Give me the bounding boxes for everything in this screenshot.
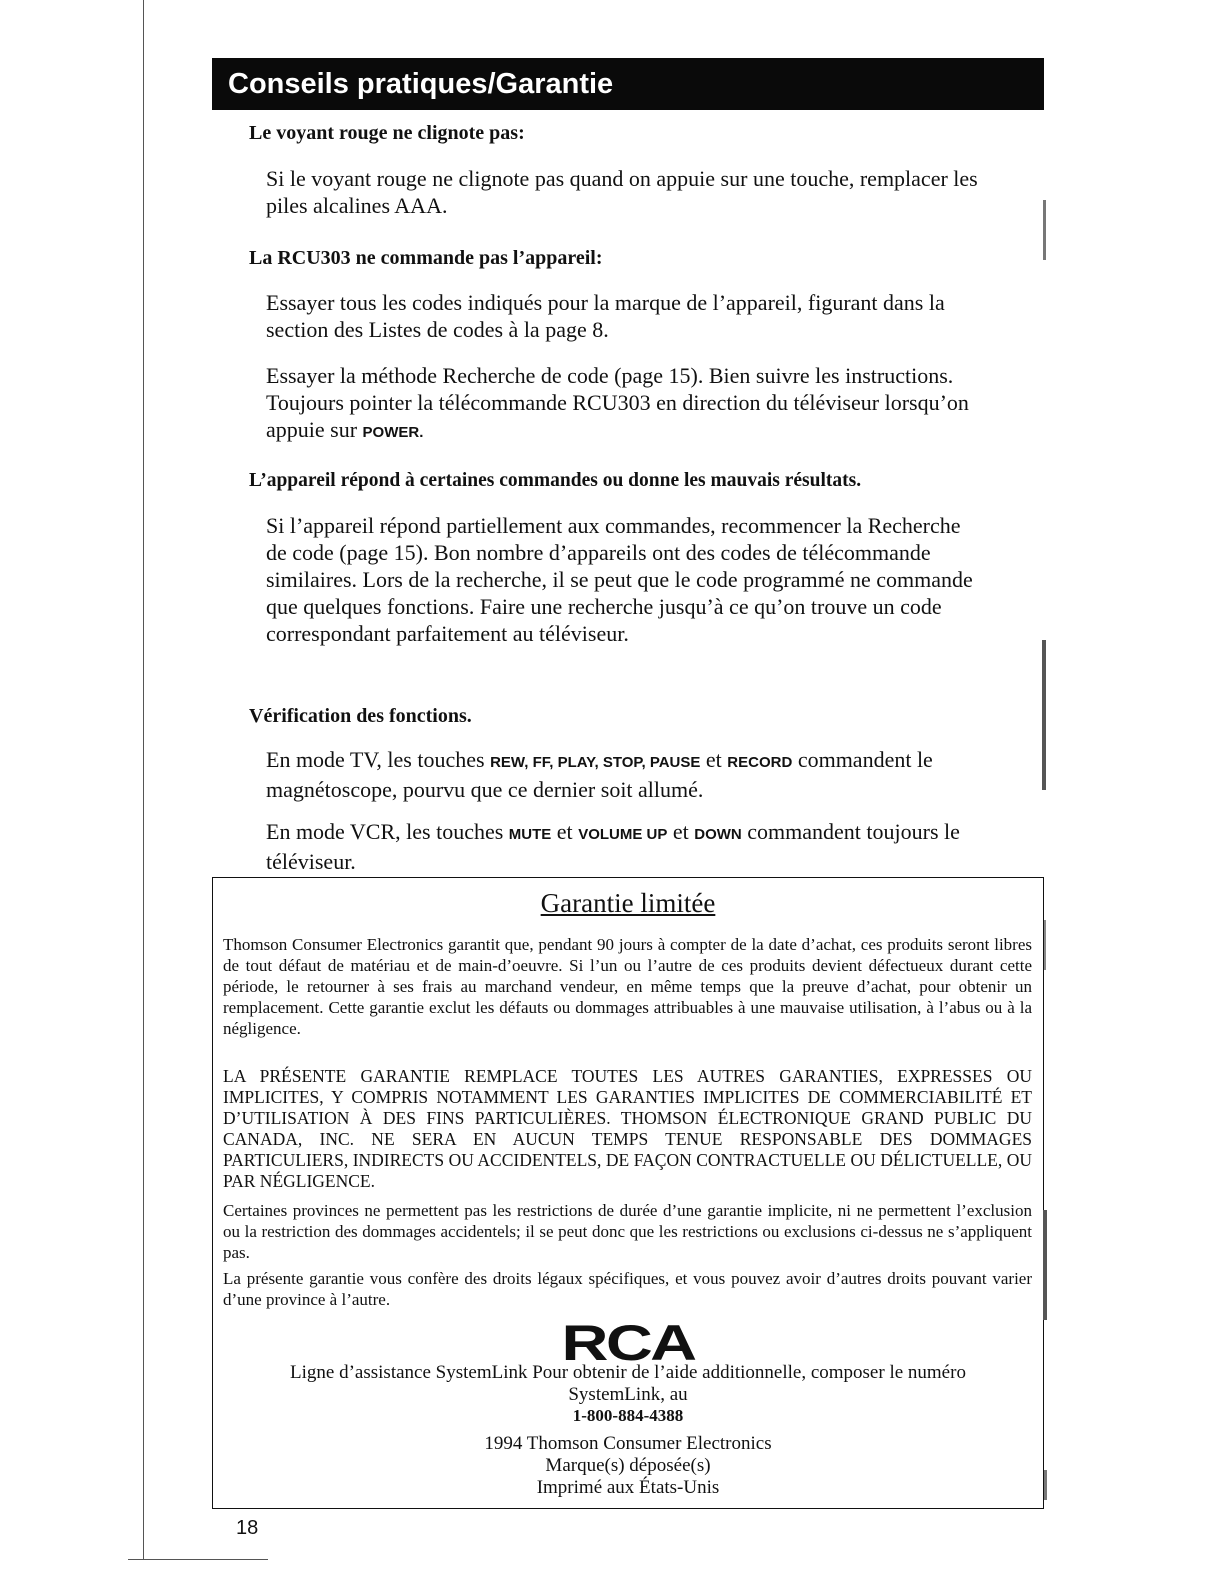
page-number: 18	[236, 1517, 259, 1539]
tip-paragraph: Essayer tous les codes indiqués pour la marque de l’appareil, figurant dans la section des Listes de codes à la page 8.	[266, 290, 945, 342]
tip-heading: Vérification des fonctions.	[249, 705, 472, 727]
rca-logo: RCA	[561, 1315, 695, 1371]
key-record: RECORD	[727, 754, 793, 771]
warranty-title: Garantie limitée	[540, 888, 716, 918]
key-volume-up: VOLUME UP	[578, 826, 668, 843]
tip-paragraph-tv	[266, 746, 996, 803]
warranty-paragraph-1: Thomson Consumer Electronics garantit que, pendant 90 jours à compter de la date d’achat, ces produits seront libres de tout défaut de matériau et de main-d’oeuvre. Si l’un ou l’autre de ces produits devient défectueux durant cette période, le retourner à ses frais au marchand vendeur, en même temps que la preuve d’achat, pour obtenir un remplacement. Cette garantie exclut les défauts ou dommages attribuables à une mauvaise utilisation, à l’abus ou à la négligence.	[223, 935, 1032, 1038]
tv-mid: et	[705, 747, 722, 772]
support-phone: 1-800-884-4388	[572, 1406, 684, 1425]
tip-text: Essayer la méthode Recherche de code (page 15). Bien suivre les instructions. Toujours pointer la télécommande RCU303 en direction du téléviseur lorsqu’on appuie sur	[266, 363, 969, 442]
tip-paragraph: Si l’appareil répond partiellement aux commandes, recommencer la Recherche de code (page 15). Bon nombre d’appareils ont des codes de télécommande similaires. Lors de la recherche, il se peut que le code programmé ne commande que quelques fonctions. Faire une recherche jusqu’à ce qu’on trouve un code correspondant parfaitement au téléviseur.	[266, 513, 973, 646]
warranty-paragraph-2: LA PRÉSENTE GARANTIE REMPLACE TOUTES LES AUTRES GARANTIES, EXPRESSES OU IMPLICITES, Y COMPRIS NOTAMMENT LES GARANTIES IMPLICITES DE COMMERCIABILITÉ ET D’UTILISATION À DES FINS PARTICULIÈRES. THOMSON ÉLECTRONIQUE GRAND PUBLIC DU CANADA, INC. NE SERA EN AUCUN TEMPS TENUE RESPONSABLE DES DOMMAGES PARTICULIERS, INDIRECTS OU ACCIDENTELS, DE FAÇON CONTRACTUELLE OU DÉLICTUELLE, OU PAR NÉGLIGENCE.	[223, 1066, 1032, 1191]
vcr-prefix: En mode VCR, les touches	[266, 819, 504, 844]
key-power: POWER.	[362, 424, 424, 441]
tv-keys: REW, FF, PLAY, STOP, PAUSE	[490, 754, 701, 771]
printed-line: Imprimé aux États-Unis	[536, 1477, 720, 1498]
tip-heading: Le voyant rouge ne clignote pas:	[249, 122, 525, 144]
page-title: Conseils pratiques/Garantie	[212, 58, 1044, 110]
warranty-paragraph-4: La présente garantie vous confère des droits légaux spécifiques, et vous pouvez avoir d’autres droits pouvant varier d’une province à l’autre.	[223, 1269, 1032, 1309]
key-down: DOWN	[694, 826, 742, 843]
scan-noise-marks	[1030, 160, 1210, 1560]
trademark-line: Marque(s) déposée(s)	[545, 1455, 711, 1476]
key-mute: MUTE	[508, 826, 552, 843]
tip-heading: L’appareil répond à certaines commandes ou donne les mauvais résultats.	[249, 470, 862, 491]
tip-heading: La RCU303 ne commande pas l’appareil:	[249, 247, 603, 269]
page-corner-line	[128, 1559, 268, 1560]
support-line: Ligne d’assistance SystemLink Pour obtenir de l’aide additionnelle, composer le numéro SystemLink, au	[290, 1362, 966, 1405]
warranty-box	[212, 877, 1044, 1509]
warranty-paragraph-3: Certaines provinces ne permettent pas les restrictions de durée d’une garantie implicite, ni ne permettent l’exclusion ou la restriction des dommages accidentels; il se peut donc que les restrictions ou exclusions ci-dessus ne s’appliquent pas.	[223, 1201, 1032, 1262]
copyright-line: 1994 Thomson Consumer Electronics	[484, 1433, 772, 1454]
tip-paragraph: Si le voyant rouge ne clignote pas quand on appuie sur une touche, remplacer les piles alcalines AAA.	[266, 166, 978, 218]
vcr-mid1: et	[556, 819, 573, 844]
tip-paragraph	[266, 362, 996, 446]
tv-suffix: commandent le magnétoscope, pourvu que ce dernier soit allumé.	[266, 747, 933, 802]
tv-prefix: En mode TV, les touches	[266, 747, 485, 772]
vcr-suffix: commandent toujours le téléviseur.	[266, 819, 960, 874]
tip-paragraph-vcr	[266, 818, 996, 875]
vcr-mid2: et	[672, 819, 689, 844]
